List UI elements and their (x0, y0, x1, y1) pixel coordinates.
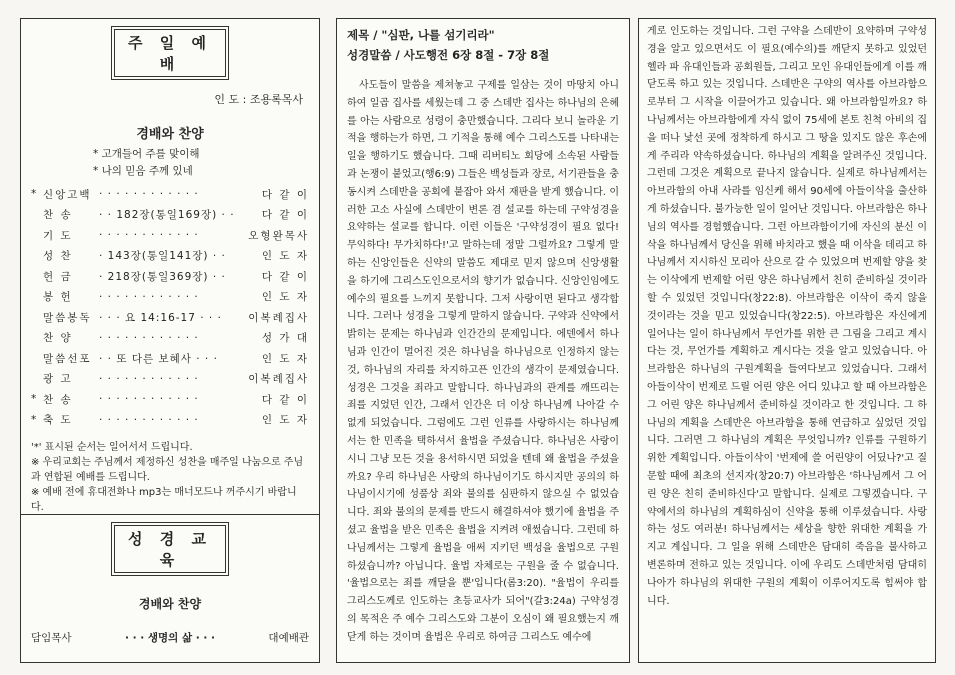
sermon-scripture: 성경말씀 / 사도행전 6장 8절 - 7장 8절 (347, 48, 550, 62)
note-phone: ※ 예배 전에 휴대전화나 mp3는 매너모드나 꺼주시기 바랍니다. (31, 487, 297, 513)
worship-panel (20, 18, 320, 516)
order-row (31, 246, 309, 267)
order-person: 성 가 대 (261, 332, 309, 345)
order-label: 축 도 (43, 414, 73, 427)
praise-title: 경배와 찬양 (136, 127, 204, 142)
order-label: 신앙고백 (43, 188, 92, 201)
order-row (31, 348, 309, 369)
order-detail: · · · · · · · · · · · · (99, 372, 199, 385)
order-person: 인 도 자 (261, 414, 309, 427)
order-detail: · · · · · · · · · · · · (99, 393, 199, 406)
bible-study-row (31, 630, 309, 645)
order-row (31, 184, 309, 205)
worship-notes (31, 440, 309, 515)
sermon-body-part2: 게로 인도하는 것입니다. 그런 구약을 스데반이 요약하며 구약성경을 알고 있으면서도 이 필요(예수의)를 깨닫지 못하고 있었던 헬라 파 유대인들과 공회원들, 그리고 모인 유대인들에게 이를 깨닫도록 하고 있는 것입니다. 스데반은 구약의 역사를 아브라함으로부터 그 시작을 이끌어가고 있습니다. 왜 아브라함일까요? 하나님께서는 아브라함에게 자식 없이 75세에 본토 친척 아비의 집을 떠나 낯선 곳에 정착하게 하시고 그 땅을 있지도 않은 후손에게 주리라 약속하셨습니다. 하나님의 계획을 알려주신 것입니다. 그런데 그것은 계획으로 끝나지 않습니다. 실제로 하나님께서는 아브라함의 아내 사라를 임신케 해서 90세에 아들이삭을 출산하게 하셨습니다. 불가능한 일이 일어난 것입니다. 아브라함은 하나님의 역사를 경험했습니다. 그런 아브라함이기에 자신의 분신 이삭을 하나님께서 당신을 위해 바치라고 했을 때 이삭을 데리고 하나님께서 지시하신 모리아 산으로 갈 수 있었으며 번제할 양을 찾는 이삭에게 번제할 어린 양은 하나님께서 친히 준비하실 것이라 할 수 있었던 것입니다(창22:8). 아브라함은 이삭이 죽지 않을 것이라는 것을 믿고 있었습니다(창22:5). 아브라함은 자신에게 일어나는 일이 하나님께서 무언가를 위한 큰 그림을 그리고 계시다는 것, 무언가를 계획하고 계시다는 것을 알고 있었습니다. 아브라함은 하나님의 구원계획을 들여다보고 있었습니다. 그래서 아들이삭이 번제로 드릴 어린 양은 어디 있냐고 할 때 아브라함은 그 어린 양은 하나님께서 준비하실 것이라고 한 것입니다. 그 하나님의 계획을 스데반은 아브라함을 통해 연급하고 싶었던 것입니다. 그러면 그 하나님의 계획은 무엇입니까? 인류를 구원하기 위한 계획입니다. 아들이삭이 '번제에 쓸 어린양이 어딨나?'고 질문할 때에 최초의 선지자(창20:7) 아브라함은 '하나님께서 그 어린 양은 친히 준비하신다'고 말합니다. 실제로 그렇겠습니다. 구약에서의 하나님의 계획하심이 신약을 통해 이루셨습니다. 사랑하는 성도 여러분! 하나님께서는 세상을 향한 위대한 계획을 가지고 계십니다. 그 일을 위해 스데반은 담대히 죽음을 불사하고 변론하며 전하고 있는 것입니다. 이에 우리도 스데반처럼 담대히 나아가 하나님의 위대한 구원의 계획이 이루어지도록 힘써야 합니다. (647, 26, 927, 607)
order-person: 인 도 자 (261, 250, 309, 263)
order-detail: · · 또 다른 보혜사 · · · (99, 352, 218, 365)
worship-order (31, 184, 309, 430)
order-label: 성 찬 (43, 250, 73, 263)
order-person: 다 같 이 (261, 209, 309, 222)
bible-study-panel (20, 514, 320, 663)
order-person: 이복례집사 (248, 311, 309, 324)
order-label: 광 고 (43, 373, 73, 386)
order-detail: · · · · · · · · · · · · (99, 331, 199, 344)
bible-study-place: 대예배관 (268, 632, 309, 644)
note-standing: '*' 표시된 순서는 일어서서 드립니다. (31, 442, 193, 453)
order-row (31, 307, 309, 328)
order-row (31, 410, 309, 431)
bible-study-title: 성 경 교 육 (114, 525, 226, 573)
order-label: 말씀봉독 (43, 311, 92, 324)
order-detail: · 143장(통일141장) · · (99, 250, 226, 263)
order-detail: · · · 요 14:16-17 · · · (99, 311, 222, 324)
order-person: 다 같 이 (261, 393, 309, 406)
worship-title: 주 일 예 배 (114, 29, 226, 77)
order-label: 찬 양 (43, 332, 73, 345)
order-detail: · · · · · · · · · · · · (99, 413, 199, 426)
praise-song-2: * 나의 믿음 주께 있네 (93, 165, 193, 177)
bible-study-praise-title: 경배와 찬양 (138, 597, 202, 611)
note-communion: ※ 우리교회는 주님께서 제정하신 성찬을 매주일 나눔으로 주님과 연합된 예배를 드립니다. (31, 457, 304, 483)
order-label: 봉 헌 (43, 291, 73, 304)
order-marker: * (31, 393, 37, 406)
order-detail: · · · · · · · · · · · · (99, 229, 199, 242)
sermon-panel-right (638, 18, 936, 663)
order-detail: · · 182장(통일169장) · · (99, 209, 235, 222)
order-row (31, 266, 309, 287)
order-row (31, 287, 309, 308)
order-row (31, 389, 309, 410)
sermon-panel-left (336, 18, 630, 663)
order-label: 말씀선포 (43, 352, 92, 365)
order-label: 찬 송 (43, 393, 73, 406)
order-label: 찬 송 (43, 209, 73, 222)
order-detail: · · · · · · · · · · · · (99, 290, 199, 303)
order-label: 기 도 (43, 229, 73, 242)
order-label: 헌 금 (43, 270, 73, 283)
order-marker: * (31, 188, 37, 201)
praise-song-1: * 고개들어 주를 맞이해 (93, 148, 200, 160)
order-row (31, 205, 309, 226)
sermon-title: 제목 / "심판, 나를 섬기리라" (347, 28, 495, 42)
order-detail: · · · · · · · · · · · · (99, 188, 199, 201)
bible-study-topic: · · · 생명의 삶 · · · (124, 632, 216, 644)
order-person: 다 같 이 (261, 270, 309, 283)
sermon-body-part1: 사도들이 말씀을 제쳐놓고 구제를 일삼는 것이 마땅치 아니하여 일곱 집사를 세웠는데 그 중 스데반 집사는 하나님의 은혜를 아는 사람으로 성령이 충만했습니다. 그리다 보니 놀라운 기적을 행하는가 하면, 그 기적을 통해 예수 그리스도를 나타내는 일을 행하기도 했습니다. 그때 리버티노 회당에 소속된 사람들과 논쟁이 붙었고(행6:9) 그들은 백성들과 장로, 서기관들을 충동시켜 스데반을 공회에 붙잡아 와서 재판을 받게 했습니다. 이러한 고소 사실에 스데반이 변론 겸 설교를 하는데 구약성경을 요약하는 설교를 합니다. 이런 이들은 '구약성경이 필요 없다! 무익하다! 무가치하다!'고 말하는데 정말 그럴까요? 그렇게 말하는 신앙인들은 신약의 말씀도 제대로 믿지 않으며 신앙생활을 하기에 그리스도인으로서의 향기가 없습니다. 신앙인임에도 예수의 필요를 느끼지 못합니다. 그저 사랑이면 된다고 생각합니다. 그러나 성경을 그렇게 말하지 않습니다. 구약과 신약에서 밝히는 문제는 하나님과 인간간의 문제입니다. 에덴에서 하나님과 인간이 멀어진 것은 하나님을 하나님으로 인정하지 않는 것, 하나님의 자리를 차지하고픈 인간의 생각이 문제였습니다. 성경은 그것을 죄라고 말합니다. 하나님과의 관계를 깨뜨리는 죄를 지었던 인간, 그래서 인간은 더 이상 하나님께 나아갈 수 없게 되었습니다. 그럼에도 그런 인류를 사랑하시는 하나님께서는 한 민족을 택하셔서 율법을 주셨습니다. 하나님은 사랑이시니 그냥 모든 것을 용서하시면 되었을 텐데 왜 율법을 주셨을까요? 우리 하나님은 사랑의 하나님이기도 하시지만 공의의 하나님이시기에 성품상 죄와 불의를 심판하지 않으실 수 없었습니다. 죄와 불의의 문제를 반드시 해결하셔야 했기에 율법을 주셨고 율법을 받은 민족은 율법을 지켜려 애썼습니다. 그런데 하나님께서는 그렇게 율법을 애써 지키던 백성을 율법으로 구원하셨습니까? 아닙니다. 율법 자체로는 구원을 줄 수 없습니다. '율법으로는 죄를 깨달을 뿐'입니다(롬3:20). "율법이 우리를 그리스도께로 인도하는 초등교사가 되어"(갈3:24a) 구약성경의 목적은 주 예수 그리스도와 그분이 오심이 왜 필요했는지 깨닫게 하는 것이며 율법은 우리로 하여금 그리스도 예수에 (347, 80, 619, 643)
order-row (31, 328, 309, 349)
order-person: 다 같 이 (261, 188, 309, 201)
order-person: 인 도 자 (261, 291, 309, 304)
order-row (31, 369, 309, 390)
order-row (31, 225, 309, 246)
order-detail: · 218장(통일369장) · · (99, 270, 226, 283)
order-person: 인 도 자 (261, 352, 309, 365)
order-marker: * (31, 413, 37, 426)
bible-study-leader: 담임목사 (31, 632, 72, 644)
worship-leader: 인 도 : 조용록목사 (214, 93, 303, 106)
order-person: 이복례집사 (248, 373, 309, 386)
order-person: 오형완목사 (248, 229, 309, 242)
